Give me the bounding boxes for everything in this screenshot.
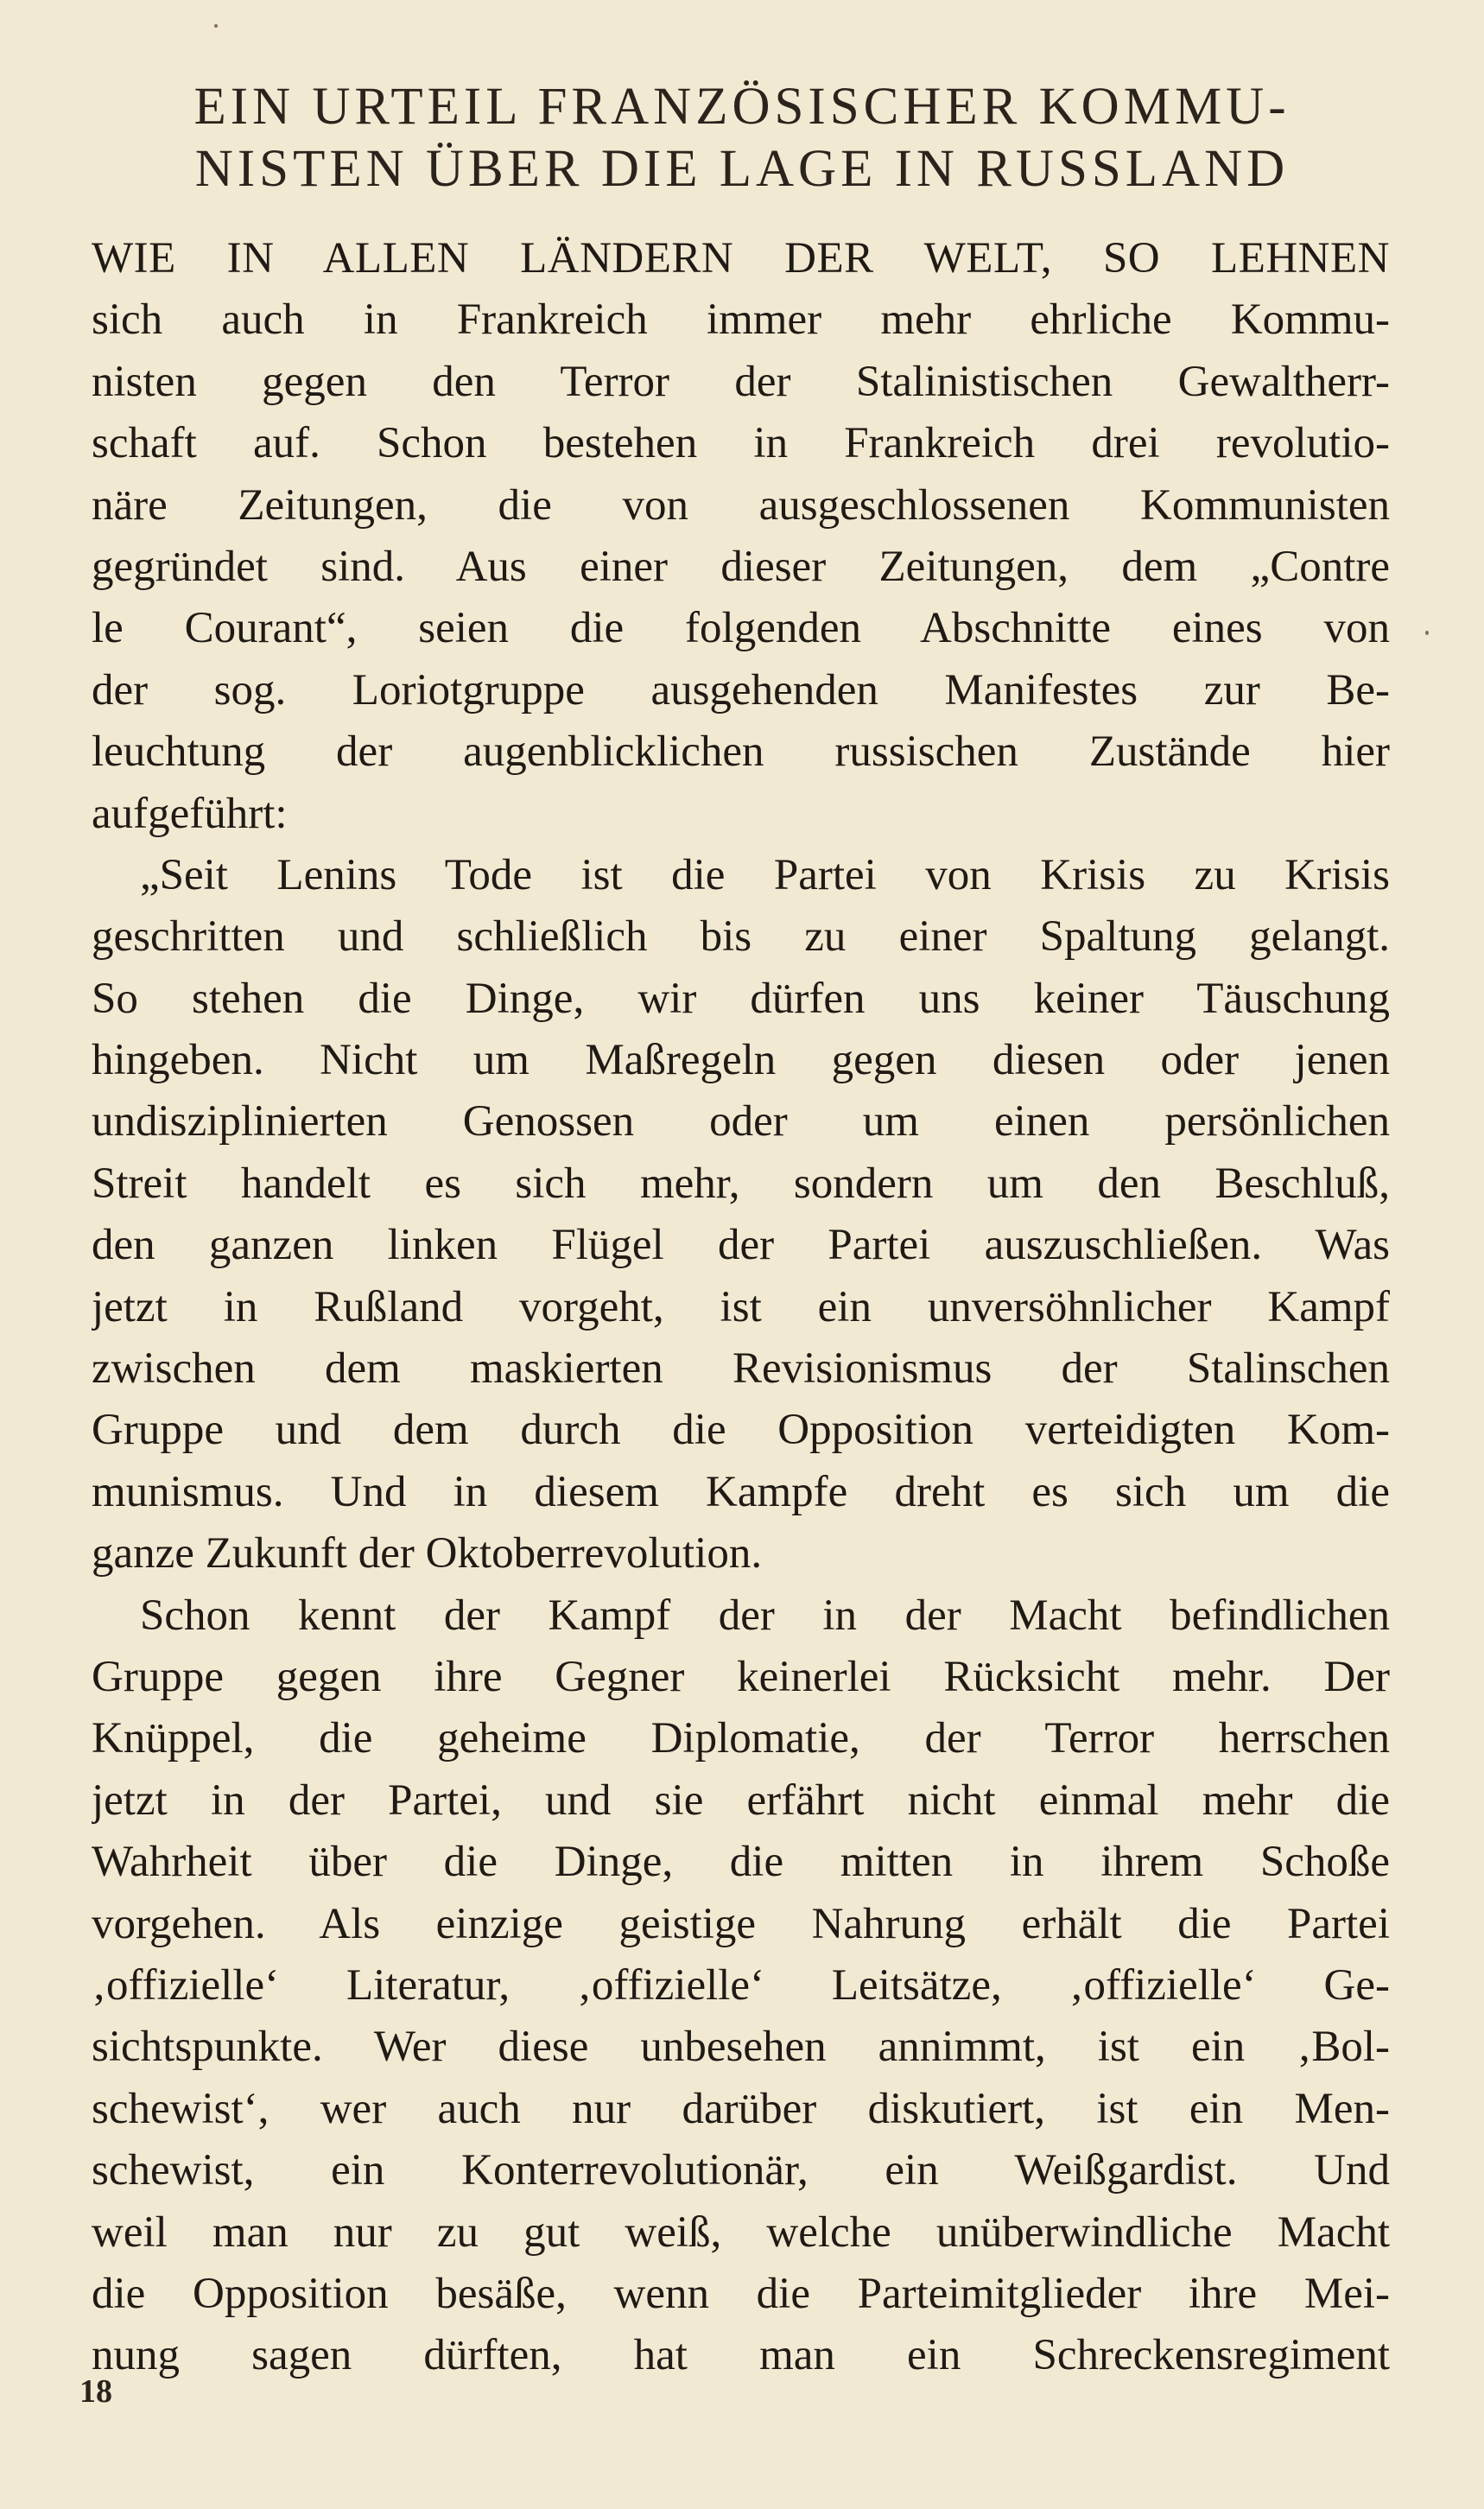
- text-line: weil man nur zu gut weiß, welche unüberwindliche Macht: [92, 2207, 1390, 2257]
- text-line: nung sagen dürften, hat man ein Schreckensregiment: [92, 2331, 1390, 2380]
- text-line: Streit handelt es sich mehr, sondern um den Beschluß,: [92, 1159, 1390, 1208]
- article-title: [86, 76, 1398, 200]
- text-line: die Opposition besäße, wenn die Parteimitglieder ihre Mei-: [92, 2269, 1390, 2318]
- text-line: le Courant“, seien die folgenden Abschnitte eines von: [92, 604, 1390, 653]
- text-line: undisziplinierten Genossen oder um einen persönlichen: [92, 1097, 1390, 1147]
- text-line: munismus. Und in diesem Kampfe dreht es sich um die: [92, 1467, 1390, 1516]
- text-line: sichtspunkte. Wer diese unbesehen annimmt, ist ein ‚Bol-: [92, 2023, 1390, 2072]
- text-line: ganze Zukunft der Oktoberrevolution.: [92, 1529, 763, 1578]
- text-line: zwischen dem maskierten Revisionismus der Stalinschen: [92, 1344, 1390, 1394]
- text-line: gegründet sind. Aus einer dieser Zeitungen, dem „Contre: [92, 542, 1390, 591]
- text-line: schaft auf. Schon bestehen in Frankreich drei revolutio-: [92, 419, 1390, 468]
- text-line: geschritten und schließlich bis zu einer Spaltung gelangt.: [92, 912, 1390, 962]
- text-line: Knüppel, die geheime Diplomatie, der Terror herrschen: [92, 1714, 1390, 1763]
- text-line: aufgeführt:: [92, 789, 288, 838]
- text-line: näre Zeitungen, die von ausgeschlossenen Kommunisten: [92, 480, 1390, 530]
- paper-speck: [214, 24, 218, 28]
- text-line: Gruppe und dem durch die Opposition verteidigten Kom-: [92, 1406, 1390, 1455]
- text-line: Schon kennt der Kampf der in der Macht befindlichen: [140, 1591, 1390, 1640]
- text-line: der sog. Loriotgruppe ausgehenden Manifestes zur Be-: [92, 665, 1390, 715]
- text-line: den ganzen linken Flügel der Partei auszuschließen. Was: [92, 1221, 1390, 1270]
- article-body: [92, 228, 1390, 2387]
- text-line: So stehen die Dinge, wir dürfen uns keiner Täuschung: [92, 974, 1390, 1023]
- text-line: jetzt in der Partei, und sie erfährt nicht einmal mehr die: [92, 1775, 1390, 1825]
- text-line: schewist, ein Konterrevolutionär, ein Weißgardist. Und: [92, 2146, 1390, 2195]
- text-line: ‚offizielle‘ Literatur, ‚offizielle‘ Leitsätze, ‚offizielle‘ Ge-: [92, 1960, 1390, 2010]
- paper-speck: [1425, 631, 1429, 635]
- text-line: schewist‘, wer auch nur darüber diskutiert, ist ein Men-: [92, 2084, 1390, 2133]
- text-line: Gruppe gegen ihre Gegner keinerlei Rücksicht mehr. Der: [92, 1652, 1390, 1701]
- text-line: nisten gegen den Terror der Stalinistischen Gewaltherr-: [92, 357, 1390, 406]
- title-line: EIN URTEIL FRANZÖSISCHER KOMMU-: [193, 78, 1291, 136]
- text-line: Wahrheit über die Dinge, die mitten in ihrem Schoße: [92, 1838, 1390, 1887]
- text-line: WIE IN ALLEN LÄNDERN DER WELT, SO LEHNEN: [92, 234, 1390, 283]
- text-line: sich auch in Frankreich immer mehr ehrliche Kommu-: [92, 295, 1390, 345]
- text-line: jetzt in Rußland vorgeht, ist ein unversöhnlicher Kampf: [92, 1282, 1390, 1331]
- text-line: „Seit Lenins Tode ist die Partei von Krisis zu Krisis: [140, 850, 1390, 899]
- title-line: NISTEN ÜBER DIE LAGE IN RUSSLAND: [194, 140, 1290, 198]
- text-line: vorgehen. Als einzige geistige Nahrung erhält die Partei: [92, 1899, 1390, 1948]
- text-line: leuchtung der augenblicklichen russischen Zustände hier: [92, 727, 1390, 777]
- page-number: 18: [79, 2373, 112, 2410]
- text-line: hingeben. Nicht um Maßregeln gegen diesen oder jenen: [92, 1036, 1390, 1085]
